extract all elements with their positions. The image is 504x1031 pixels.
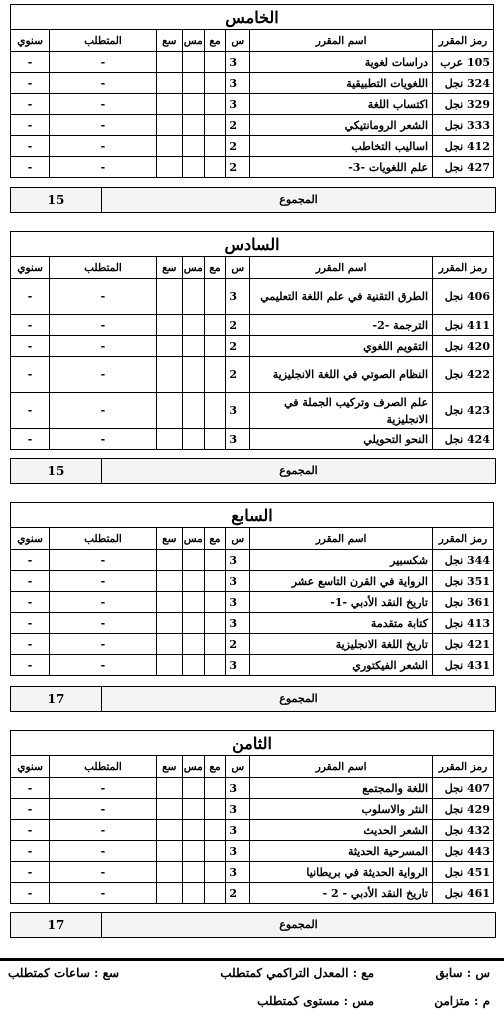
header-s: س xyxy=(226,528,250,550)
course-code: 421 نجل xyxy=(432,634,493,655)
header-ms: مس xyxy=(182,528,204,550)
course-row xyxy=(11,571,494,592)
hours-cell: 3 xyxy=(226,393,250,429)
m-cell xyxy=(204,841,226,862)
course-name: اساليب التخاطب xyxy=(250,136,433,157)
ms-cell xyxy=(182,73,204,94)
m-cell xyxy=(204,336,226,357)
total-label: المجموع xyxy=(279,918,318,931)
course-name: كتابة متقدمة xyxy=(250,613,433,634)
m-cell xyxy=(204,115,226,136)
ms-cell xyxy=(182,634,204,655)
prereq-cell: - xyxy=(50,52,157,73)
hours-cell: 3 xyxy=(226,550,250,571)
hours-cell: 2 xyxy=(226,136,250,157)
sa-cell xyxy=(156,336,182,357)
sa-cell xyxy=(156,52,182,73)
course-code: 329 نجل xyxy=(433,94,494,115)
header-name: اسم المقرر xyxy=(250,30,433,52)
ms-cell xyxy=(182,862,204,883)
header-annual: سنوي xyxy=(11,257,50,279)
course-code: 413 نجل xyxy=(432,613,493,634)
course-name: الرواية في القرن التاسع عشر xyxy=(250,571,433,592)
course-name: تاريخ اللغة الانجليزية xyxy=(250,634,433,655)
sa-cell xyxy=(156,883,182,904)
legend-level: مس : مستوى كمتطلب xyxy=(257,994,374,1008)
course-name: علم الصرف وتركيب الجملة في الانجليزية xyxy=(250,393,433,429)
course-name: دراسات لغوية xyxy=(250,52,433,73)
ms-cell xyxy=(182,315,204,336)
course-name: علم اللغويات -3- xyxy=(250,157,433,178)
prereq-cell: - xyxy=(50,883,157,904)
header-prereq: المتطلب xyxy=(50,528,157,550)
total-label: المجموع xyxy=(279,464,318,477)
course-row xyxy=(11,820,494,841)
course-code: 333 نجل xyxy=(433,115,494,136)
header-m: مع xyxy=(204,756,226,778)
footer-rule xyxy=(0,958,504,961)
hours-cell: 2 xyxy=(226,634,250,655)
hours-cell: 3 xyxy=(226,778,250,799)
course-row xyxy=(11,592,494,613)
semester-total xyxy=(10,458,496,484)
m-cell xyxy=(204,550,226,571)
ms-cell xyxy=(182,429,204,450)
course-name: الشعر الحديث xyxy=(250,820,433,841)
m-cell xyxy=(204,429,226,450)
sa-cell xyxy=(156,115,182,136)
course-name: الشعر الفيكتوري xyxy=(250,655,433,676)
total-value: 17 xyxy=(11,687,102,711)
hours-cell: 3 xyxy=(226,841,250,862)
annual-cell: - xyxy=(11,336,50,357)
hours-cell: 3 xyxy=(226,820,250,841)
annual-cell: - xyxy=(11,778,50,799)
ms-cell xyxy=(182,613,204,634)
course-code: 443 نجل xyxy=(433,841,494,862)
annual-cell: - xyxy=(11,52,50,73)
course-row xyxy=(11,799,494,820)
semester-table xyxy=(10,730,494,904)
header-m: مع xyxy=(204,257,226,279)
sa-cell xyxy=(156,393,182,429)
sa-cell xyxy=(156,634,182,655)
course-code: 423 نجل xyxy=(433,393,494,429)
course-row xyxy=(11,883,494,904)
header-ms: مس xyxy=(182,257,204,279)
course-row xyxy=(11,136,494,157)
course-row xyxy=(11,157,494,178)
prereq-cell: - xyxy=(50,429,157,450)
course-code: 407 نجل xyxy=(433,778,494,799)
annual-cell: - xyxy=(11,315,50,336)
course-code: 406 نجل xyxy=(433,279,494,315)
course-row xyxy=(11,115,494,136)
m-cell xyxy=(204,634,226,655)
ms-cell xyxy=(182,550,204,571)
course-name: الترجمة -2- xyxy=(250,315,433,336)
m-cell xyxy=(204,136,226,157)
m-cell xyxy=(204,393,226,429)
header-sa: سع xyxy=(156,756,182,778)
annual-cell: - xyxy=(11,613,50,634)
course-row xyxy=(11,336,494,357)
prereq-cell: - xyxy=(50,571,157,592)
course-name: تاريخ النقد الأدبي - 2 - xyxy=(250,883,433,904)
prereq-cell: - xyxy=(50,315,157,336)
hours-cell: 2 xyxy=(226,157,250,178)
course-code: 411 نجل xyxy=(433,315,494,336)
sa-cell xyxy=(156,862,182,883)
course-code: 324 نجل xyxy=(433,73,494,94)
course-name: اللغة والمجتمع xyxy=(250,778,433,799)
course-code: 429 نجل xyxy=(433,799,494,820)
m-cell xyxy=(204,613,226,634)
hours-cell: 3 xyxy=(226,94,250,115)
annual-cell: - xyxy=(11,571,50,592)
header-prereq: المتطلب xyxy=(50,257,157,279)
prereq-cell: - xyxy=(50,613,157,634)
header-m: مع xyxy=(204,30,226,52)
header-name: اسم المقرر xyxy=(250,257,433,279)
ms-cell xyxy=(182,592,204,613)
course-code: 432 نجل xyxy=(433,820,494,841)
course-row xyxy=(11,613,494,634)
ms-cell xyxy=(182,357,204,393)
annual-cell: - xyxy=(11,799,50,820)
prereq-cell: - xyxy=(50,778,157,799)
course-row xyxy=(11,862,494,883)
legend-concurrent: م : متزامن xyxy=(434,994,490,1008)
prereq-cell: - xyxy=(50,592,157,613)
annual-cell: - xyxy=(11,136,50,157)
total-value: 17 xyxy=(11,913,102,937)
ms-cell xyxy=(182,393,204,429)
semester-total xyxy=(10,912,496,938)
m-cell xyxy=(204,799,226,820)
semester-table xyxy=(10,502,494,676)
header-m: مع xyxy=(204,528,226,550)
hours-cell: 2 xyxy=(226,315,250,336)
legend-gpa: مع : المعدل التراكمي كمتطلب xyxy=(220,966,374,980)
course-code: 105 عرب xyxy=(433,52,494,73)
course-code: 361 نجل xyxy=(432,592,493,613)
ms-cell xyxy=(182,778,204,799)
hours-cell: 3 xyxy=(226,52,250,73)
header-name: اسم المقرر xyxy=(250,528,433,550)
sa-cell xyxy=(156,655,182,676)
sa-cell xyxy=(156,157,182,178)
total-value: 15 xyxy=(11,188,102,212)
sa-cell xyxy=(156,550,182,571)
annual-cell: - xyxy=(11,592,50,613)
hours-cell: 3 xyxy=(226,613,250,634)
course-row xyxy=(11,550,494,571)
semester-title: الخامس xyxy=(11,5,494,30)
m-cell xyxy=(204,862,226,883)
course-row xyxy=(11,94,494,115)
header-s: س xyxy=(226,756,250,778)
prereq-cell: - xyxy=(50,94,157,115)
course-code: 351 نجل xyxy=(432,571,493,592)
course-name: التقويم اللغوي xyxy=(250,336,433,357)
annual-cell: - xyxy=(11,279,50,315)
ms-cell xyxy=(182,52,204,73)
course-row xyxy=(11,778,494,799)
hours-cell: 3 xyxy=(226,429,250,450)
annual-cell: - xyxy=(11,634,50,655)
annual-cell: - xyxy=(11,655,50,676)
course-code: 344 نجل xyxy=(432,550,493,571)
course-row xyxy=(11,634,494,655)
header-prereq: المتطلب xyxy=(50,756,157,778)
semester-table xyxy=(10,4,494,178)
course-name: المسرحية الحديثة xyxy=(250,841,433,862)
hours-cell: 3 xyxy=(226,862,250,883)
header-sa: سع xyxy=(156,30,182,52)
m-cell xyxy=(204,592,226,613)
course-row xyxy=(11,429,494,450)
header-name: اسم المقرر xyxy=(250,756,433,778)
header-code: رمز المقرر xyxy=(432,528,493,550)
prereq-cell: - xyxy=(50,862,157,883)
course-code: 422 نجل xyxy=(433,357,494,393)
header-sa: سع xyxy=(156,257,182,279)
prereq-cell: - xyxy=(50,841,157,862)
sa-cell xyxy=(156,429,182,450)
semester-table xyxy=(10,231,494,450)
prereq-cell: - xyxy=(50,279,157,315)
semester-total xyxy=(10,187,496,213)
course-name: النثر والاسلوب xyxy=(250,799,433,820)
legend-prior: س : سابق xyxy=(435,966,490,980)
m-cell xyxy=(204,157,226,178)
prereq-cell: - xyxy=(50,634,157,655)
header-code: رمز المقرر xyxy=(433,756,494,778)
course-row xyxy=(11,357,494,393)
sa-cell xyxy=(156,571,182,592)
annual-cell: - xyxy=(11,94,50,115)
m-cell xyxy=(204,883,226,904)
course-code: 424 نجل xyxy=(433,429,494,450)
m-cell xyxy=(204,94,226,115)
course-row xyxy=(11,52,494,73)
ms-cell xyxy=(182,94,204,115)
m-cell xyxy=(204,279,226,315)
m-cell xyxy=(204,315,226,336)
course-code: 412 نجل xyxy=(433,136,494,157)
course-name: تاريخ النقد الأدبي -1- xyxy=(250,592,433,613)
course-code: 451 نجل xyxy=(433,862,494,883)
ms-cell xyxy=(182,841,204,862)
prereq-cell: - xyxy=(50,357,157,393)
ms-cell xyxy=(182,279,204,315)
semester-title: الثامن xyxy=(11,731,494,756)
course-name: اللغويات التطبيقية xyxy=(250,73,433,94)
sa-cell xyxy=(156,592,182,613)
annual-cell: - xyxy=(11,862,50,883)
m-cell xyxy=(204,73,226,94)
hours-cell: 3 xyxy=(226,73,250,94)
hours-cell: 3 xyxy=(226,571,250,592)
ms-cell xyxy=(182,883,204,904)
course-row xyxy=(11,655,494,676)
ms-cell xyxy=(182,157,204,178)
ms-cell xyxy=(182,655,204,676)
ms-cell xyxy=(182,115,204,136)
course-row xyxy=(11,279,494,315)
sa-cell xyxy=(156,799,182,820)
annual-cell: - xyxy=(11,73,50,94)
m-cell xyxy=(204,778,226,799)
ms-cell xyxy=(182,820,204,841)
sa-cell xyxy=(156,613,182,634)
course-row xyxy=(11,841,494,862)
prereq-cell: - xyxy=(50,799,157,820)
total-label: المجموع xyxy=(279,692,318,705)
course-row xyxy=(11,73,494,94)
annual-cell: - xyxy=(11,357,50,393)
m-cell xyxy=(204,571,226,592)
sa-cell xyxy=(156,315,182,336)
hours-cell: 3 xyxy=(226,279,250,315)
sa-cell xyxy=(156,841,182,862)
hours-cell: 2 xyxy=(226,883,250,904)
hours-cell: 2 xyxy=(226,115,250,136)
course-name: اكتساب اللغة xyxy=(250,94,433,115)
hours-cell: 2 xyxy=(226,336,250,357)
course-name: النظام الصوتي في اللغة الانجليزية xyxy=(250,357,433,393)
header-code: رمز المقرر xyxy=(433,30,494,52)
legend-hours: سع : ساعات كمتطلب xyxy=(8,966,120,980)
total-label: المجموع xyxy=(279,193,318,206)
header-s: س xyxy=(226,30,250,52)
ms-cell xyxy=(182,136,204,157)
course-row xyxy=(11,393,494,429)
prereq-cell: - xyxy=(50,655,157,676)
hours-cell: 3 xyxy=(226,655,250,676)
course-code: 431 نجل xyxy=(432,655,493,676)
prereq-cell: - xyxy=(50,820,157,841)
prereq-cell: - xyxy=(50,73,157,94)
m-cell xyxy=(204,820,226,841)
course-name: الشعر الرومانتيكي xyxy=(250,115,433,136)
course-name: الرواية الحديثة في بريطانيا xyxy=(250,862,433,883)
sa-cell xyxy=(156,73,182,94)
prereq-cell: - xyxy=(50,550,157,571)
header-ms: مس xyxy=(182,30,204,52)
sa-cell xyxy=(156,279,182,315)
annual-cell: - xyxy=(11,820,50,841)
sa-cell xyxy=(156,778,182,799)
sa-cell xyxy=(156,136,182,157)
prereq-cell: - xyxy=(50,336,157,357)
sa-cell xyxy=(156,94,182,115)
header-prereq: المتطلب xyxy=(50,30,157,52)
m-cell xyxy=(204,52,226,73)
annual-cell: - xyxy=(11,157,50,178)
course-row xyxy=(11,315,494,336)
sa-cell xyxy=(156,357,182,393)
annual-cell: - xyxy=(11,115,50,136)
header-s: س xyxy=(226,257,250,279)
ms-cell xyxy=(182,336,204,357)
hours-cell: 3 xyxy=(226,799,250,820)
header-ms: مس xyxy=(182,756,204,778)
annual-cell: - xyxy=(11,883,50,904)
m-cell xyxy=(204,357,226,393)
course-code: 427 نجل xyxy=(433,157,494,178)
annual-cell: - xyxy=(11,393,50,429)
hours-cell: 3 xyxy=(226,592,250,613)
header-annual: سنوي xyxy=(11,756,50,778)
ms-cell xyxy=(182,571,204,592)
course-code: 461 نجل xyxy=(433,883,494,904)
prereq-cell: - xyxy=(50,157,157,178)
total-value: 15 xyxy=(11,459,102,483)
ms-cell xyxy=(182,799,204,820)
annual-cell: - xyxy=(11,841,50,862)
header-annual: سنوي xyxy=(11,30,50,52)
sa-cell xyxy=(156,820,182,841)
annual-cell: - xyxy=(11,550,50,571)
annual-cell: - xyxy=(11,429,50,450)
header-sa: سع xyxy=(156,528,182,550)
semester-total xyxy=(10,686,496,712)
semester-title: السادس xyxy=(11,232,494,257)
semester-title: السابع xyxy=(11,503,494,528)
hours-cell: 2 xyxy=(226,357,250,393)
header-code: رمز المقرر xyxy=(433,257,494,279)
course-name: شكسبير xyxy=(250,550,433,571)
course-name: النحو التحويلي xyxy=(250,429,433,450)
prereq-cell: - xyxy=(50,136,157,157)
prereq-cell: - xyxy=(50,393,157,429)
course-name: الطرق التقنية في علم اللغة التعليمي xyxy=(250,279,433,315)
header-annual: سنوي xyxy=(11,528,50,550)
course-code: 420 نجل xyxy=(433,336,494,357)
prereq-cell: - xyxy=(50,115,157,136)
m-cell xyxy=(204,655,226,676)
